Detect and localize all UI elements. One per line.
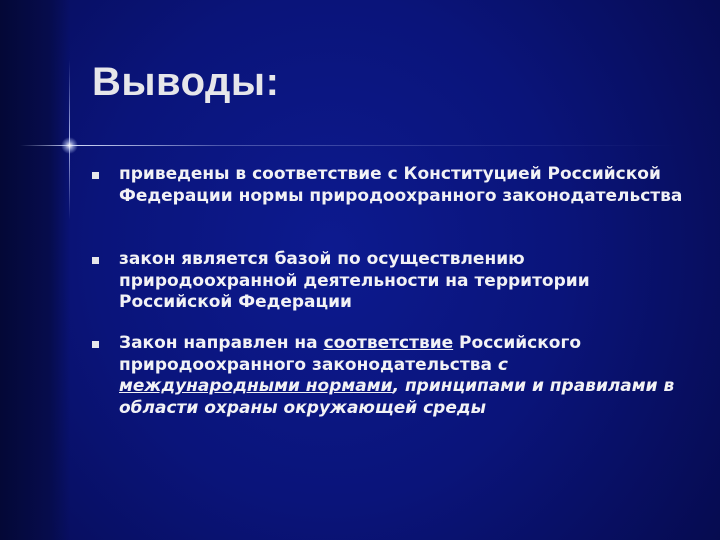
bullet-text-segment: Российского природоохранного законодательства (119, 333, 582, 375)
bullet-text: приведены в соответствие с Конституцией Российской Федерации нормы природоохранного законодательства (119, 164, 683, 206)
italic-segment: с (497, 354, 508, 375)
square-bullet-icon (92, 172, 99, 179)
italic-underlined-term: международными нормами (119, 376, 393, 396)
bullet-text: закон является базой по осуществлению природоохранной деятельности на территории Российской Федерации (119, 249, 590, 312)
horizontal-accent-line (20, 145, 680, 146)
bullet-text-segment: Закон направлен на (119, 333, 324, 353)
square-bullet-icon (92, 341, 99, 348)
bullet-text (119, 333, 689, 419)
underlined-term: соответствие (323, 333, 454, 353)
square-bullet-icon (92, 257, 99, 264)
italic-segment: , принципами и правилами в области охраны окружающей среды (119, 376, 675, 418)
left-decorative-band (0, 0, 70, 540)
sparkle-icon (61, 137, 78, 154)
slide-title: Выводы: (92, 60, 280, 104)
